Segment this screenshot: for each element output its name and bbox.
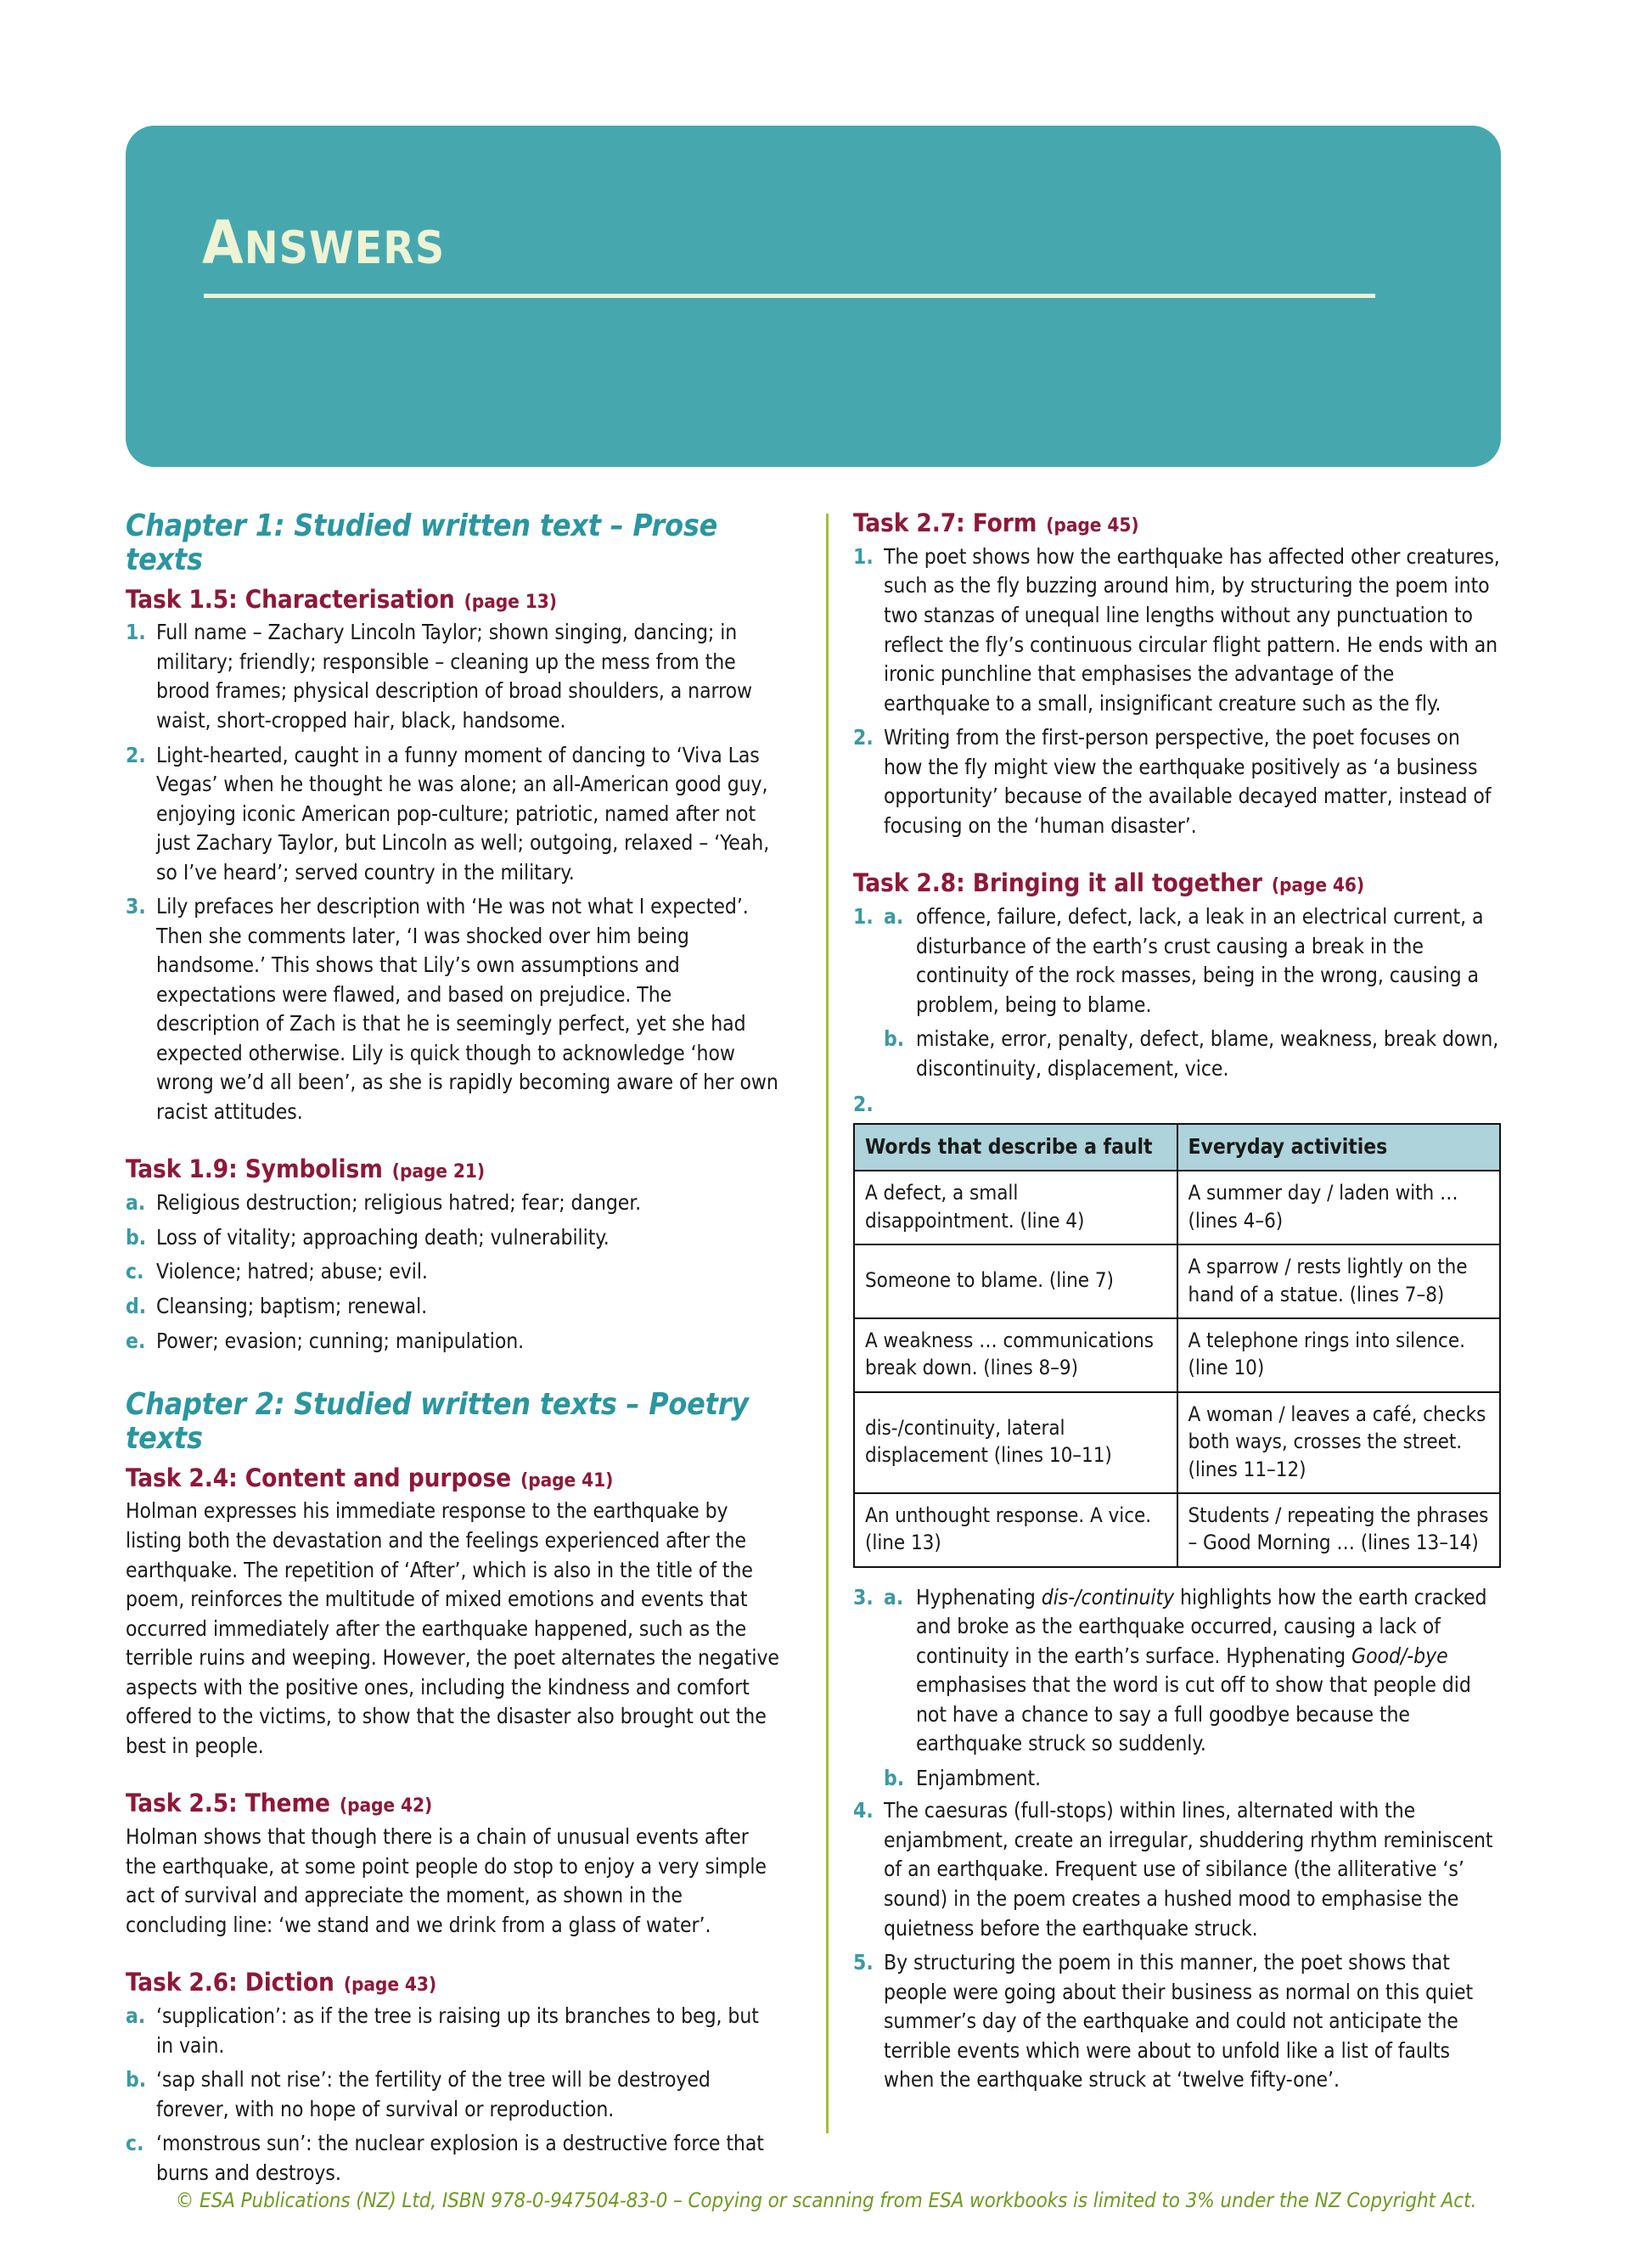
- task-2-7-title: Task 2.7: Form: [853, 508, 1037, 537]
- list-text: Light-hearted, caught in a funny moment of dancing to ‘Viva Las Vegas’ when he thought he was alone; an all-American good guy, enjoying iconic American pop-culture; patriotic, named after not just Zachary Taylor, but Lincoln as well; outgoing, relaxed – ‘Yeah, so I’ve heard’; served country in the military.: [156, 742, 770, 885]
- table-column-header-faults: Words that describe a fault: [854, 1124, 1177, 1171]
- list-marker: 1.: [853, 543, 874, 569]
- list-text: Lily prefaces her description with ‘He was not what I expected’. Then she comments later, ‘I was shocked over him being handsome.’ This shows that Lily’s own assumptions and expectations were flawed, and based on prejudice. The description of Zach is that he is seemingly perfect, yet she had expected otherwise. Lily is quick though to acknowledge ‘how wrong we’d all been’, as she is rapidly becoming aware of her own racist attitudes.: [156, 894, 778, 1124]
- task-1-5-title: Task 1.5: Characterisation: [126, 584, 455, 614]
- list-marker: 3.: [853, 1584, 874, 1610]
- table-item-marker: 2.: [853, 1092, 874, 1117]
- sub-list-text: mistake, error, penalty, defect, blame, weakness, break down, discontinuity, displacement, vice.: [916, 1026, 1499, 1081]
- list-marker: 2.: [853, 725, 874, 750]
- task-2-5-title: Task 2.5: Theme: [126, 1789, 330, 1818]
- table-row: [854, 1392, 1500, 1493]
- task-1-9-page-ref: (page 21): [391, 1160, 485, 1183]
- task-2-7-heading: [853, 509, 1501, 538]
- list-item: [853, 1025, 1501, 1083]
- list-text: By structuring the poem in this manner, the poet shows that people were going about their business as normal on this quiet summer’s day of the earthquake and could not anticipate the terrible events which were about to unfold like a list of faults when the earthquake struck at ‘twelve fifty-one’.: [884, 1950, 1474, 2093]
- list-item: [126, 1257, 779, 1287]
- table-row: [854, 1171, 1500, 1244]
- task-1-9-answer-list: [126, 1188, 779, 1356]
- list-marker: 3.: [126, 894, 146, 919]
- list-text: Full name – Zachary Lincoln Taylor; shown singing, dancing; in military; friendly; responsible – cleaning up the mess from the brood frames; physical description of broad shoulders, a narrow waist, short-cropped hair, black, handsome.: [156, 620, 753, 733]
- list-marker: 1.: [853, 904, 874, 930]
- task-1-9-title: Task 1.9: Symbolism: [126, 1154, 383, 1184]
- task-2-5-paragraph: Holman shows that though there is a chain of unusual events after the earthquake, at some point people do stop to enjoy a very simple act of survival and appreciate the moment, as shown in the concluding line: ‘we stand and we drink from a glass of water’.: [126, 1824, 767, 1937]
- fault-activities-table: [853, 1123, 1501, 1567]
- list-item: [853, 723, 1501, 840]
- list-text: The poet shows how the earthquake has affected other creatures, such as the fly buzzing around him, by structuring the poem into two stanzas of unequal line lengths without any punctuation to reflect the fly’s continuous circular flight pattern. He ends with an ironic punchline that emphasises the advantage of the earthquake to a small, insignificant creature such as the fly.: [884, 543, 1500, 716]
- list-marker: 1.: [126, 620, 146, 645]
- task-2-7-page-ref: (page 45): [1046, 514, 1139, 537]
- copyright-footer: © ESA Publications (NZ) Ltd, ISBN 978-0-947504-83-0 – Copying or scanning from ESA workbooks is limited to 3% under the NZ Copyright Act.: [175, 2188, 1477, 2212]
- table-cell: A telephone rings into silence. (line 10): [1177, 1318, 1501, 1392]
- task-2-8-page-ref: (page 46): [1271, 874, 1365, 897]
- list-item: [126, 1188, 779, 1218]
- list-item: [126, 1327, 779, 1357]
- list-marker: 5.: [853, 1950, 874, 1975]
- list-marker: a.: [126, 2003, 146, 2029]
- list-marker: b.: [126, 1224, 147, 1250]
- table-cell: A defect, a small disappointment. (line 4): [854, 1171, 1177, 1244]
- list-item: [126, 1223, 779, 1253]
- page-title: answers: [202, 184, 446, 284]
- task-2-4-page-ref: (page 41): [520, 1469, 614, 1492]
- table-cell: A weakness … communications break down. (lines 8–9): [854, 1318, 1177, 1392]
- answers-banner: [126, 126, 1501, 467]
- table-row: [854, 1318, 1500, 1392]
- task-1-5-page-ref: (page 13): [464, 590, 557, 613]
- list-text: Writing from the first-person perspective, the poet focuses on how the fly might view the earthquake positively as ‘a business opportunity’ because of the available decayed matter, instead of focusing on the ‘human disaster’.: [884, 725, 1492, 838]
- table-cell: dis-/continuity, lateral displacement (lines 10–11): [854, 1392, 1177, 1493]
- table-cell: A summer day / laden with … (lines 4–6): [1177, 1171, 1501, 1244]
- list-text: Loss of vitality; approaching death; vulnerability.: [156, 1224, 610, 1250]
- right-column: [813, 509, 1501, 2105]
- list-item: [126, 2129, 779, 2188]
- task-1-9-heading: [126, 1155, 779, 1184]
- list-text: ‘sap shall not rise’: the fertility of the tree will be destroyed forever, with no hope of survival or reproduction.: [156, 2067, 711, 2121]
- table-row: [854, 1244, 1500, 1318]
- page-content: [126, 508, 1526, 2185]
- list-item: [853, 1796, 1501, 1943]
- list-item: [126, 2065, 779, 2124]
- list-marker: 2.: [126, 742, 146, 767]
- sub-list-text: Enjambment.: [916, 1765, 1042, 1790]
- task-2-6-answer-list: [126, 2002, 779, 2188]
- sub-list-text: Hyphenating dis-/continuity highlights how the earth cracked and broke as the earthquake occurred, causing a lack of continuity in the earth’s surface. Hyphenating Good/-bye emphasises that the word is cut off to show that people did not have a chance to say a full goodbye because the earthquake struck so suddenly.: [916, 1584, 1487, 1756]
- sub-list-marker: b.: [884, 1026, 905, 1052]
- table-cell: An unthought response. A vice. (line 13): [854, 1493, 1177, 1567]
- list-text: Cleansing; baptism; renewal.: [156, 1293, 428, 1318]
- task-1-5-heading: [126, 586, 779, 615]
- list-item: [853, 902, 1501, 1020]
- task-2-7-answer-list: [853, 542, 1501, 840]
- table-row: [854, 1493, 1500, 1567]
- list-text: The caesuras (full-stops) within lines, alternated with the enjambment, create an irregular, shuddering rhythm reminiscent of an earthquake. Frequent use of sibilance (the alliterative ‘s’ sound) in the poem creates a hushed mood to emphasise the quietness before the earthquake struck.: [884, 1798, 1493, 1941]
- task-2-8-heading: [853, 869, 1501, 898]
- list-marker: c.: [126, 2131, 144, 2156]
- list-marker: e.: [126, 1328, 146, 1353]
- table-cell: Someone to blame. (line 7): [854, 1244, 1177, 1318]
- list-marker: c.: [126, 1259, 144, 1284]
- table-column-header-activities: Everyday activities: [1177, 1124, 1501, 1171]
- sub-list-marker: a.: [884, 904, 904, 930]
- list-text: Religious destruction; religious hatred; fear; danger.: [156, 1190, 642, 1216]
- list-item: [126, 892, 779, 1126]
- table-header-row: [854, 1124, 1500, 1171]
- list-item: [126, 1292, 779, 1322]
- banner-divider-rule: [204, 294, 1375, 298]
- list-text: ‘supplication’: as if the tree is raising up its branches to beg, but in vain.: [156, 2003, 759, 2058]
- list-item: [853, 1948, 1501, 2095]
- list-item: [126, 2002, 779, 2060]
- sub-list-marker: b.: [884, 1765, 905, 1790]
- task-2-4-heading: [126, 1464, 779, 1493]
- task-2-6-title: Task 2.6: Diction: [126, 1968, 334, 1997]
- left-column: [126, 508, 813, 2185]
- task-2-5-heading: [126, 1789, 779, 1818]
- list-marker: d.: [126, 1293, 147, 1318]
- list-item: [853, 1764, 1501, 1794]
- task-1-5-answer-list: [126, 618, 779, 1126]
- task-2-6-heading: [126, 1969, 779, 1997]
- list-item: [126, 741, 779, 888]
- list-text: Power; evasion; cunning; manipulation.: [156, 1328, 525, 1353]
- list-text: ‘monstrous sun’: the nuclear explosion is a destructive force that burns and destroys.: [156, 2131, 764, 2185]
- list-text: Violence; hatred; abuse; evil.: [156, 1259, 428, 1284]
- sub-list-marker: a.: [884, 1584, 904, 1610]
- list-item: [853, 1583, 1501, 1759]
- table-cell: Students / repeating the phrases – Good Morning … (lines 13–14): [1177, 1493, 1501, 1567]
- list-marker: b.: [126, 2067, 147, 2093]
- sub-list-text: offence, failure, defect, lack, a leak in an electrical current, a disturbance of the earth’s crust causing a break in the continuity of the rock masses, being in the wrong, causing a problem, being to blame.: [916, 904, 1484, 1017]
- list-item: [853, 542, 1501, 718]
- task-2-4-title: Task 2.4: Content and purpose: [126, 1463, 512, 1492]
- chapter-1-heading: Chapter 1: Studied written text – Prose texts: [126, 508, 718, 577]
- list-marker: a.: [126, 1190, 146, 1216]
- list-item: [126, 618, 779, 735]
- chapter-2-heading: Chapter 2: Studied written texts – Poetry texts: [126, 1387, 749, 1456]
- table-cell: A sparrow / rests lightly on the hand of a statue. (lines 7–8): [1177, 1244, 1501, 1318]
- task-2-8-title: Task 2.8: Bringing it all together: [853, 868, 1262, 898]
- table-cell: A woman / leaves a café, checks both ways, crosses the street. (lines 11–12): [1177, 1392, 1501, 1493]
- task-2-6-page-ref: (page 43): [343, 1974, 437, 1997]
- task-2-5-page-ref: (page 42): [339, 1795, 433, 1817]
- list-marker: 4.: [853, 1798, 874, 1823]
- task-2-4-paragraph: Holman expresses his immediate response to the earthquake by listing both the devastation and the feelings experienced after the earthquake. The repetition of ‘After’, which is also in the title of the poem, reinforces the multitude of mixed emotions and events that occurred immediately after the earthquake happened, such as the terrible ruins and weeping. However, the poet alternates the negative aspects with the positive ones, including the kindness and comfort offered to the victims, to show that the disaster also brought out the best in people.: [126, 1498, 779, 1758]
